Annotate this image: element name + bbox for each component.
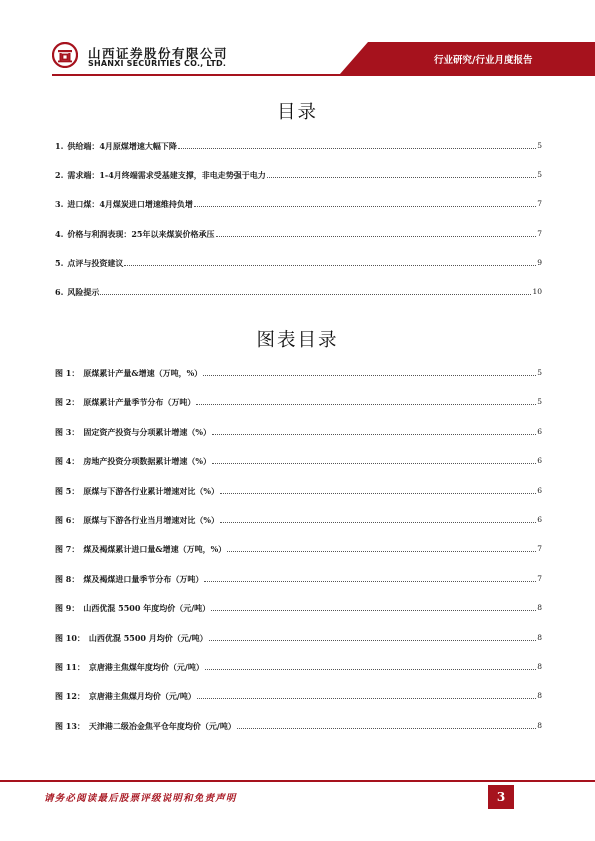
figure-entry-number: 图 5： <box>55 485 80 496</box>
dot-leader <box>124 265 536 266</box>
figure-entry-page: 5 <box>537 397 542 407</box>
figure-entry-text: 原煤累计产量&增速（万吨，%） <box>83 368 203 378</box>
figure-entry-number: 图 9： <box>55 603 80 614</box>
figure-entry-number: 图 4： <box>55 456 80 467</box>
figure-entry[interactable] <box>55 395 542 407</box>
figure-entry-page: 8 <box>537 603 542 613</box>
toc-entry-label <box>55 141 177 151</box>
dot-leader <box>204 581 536 582</box>
dot-leader <box>209 640 537 641</box>
dot-leader <box>212 463 536 464</box>
dot-leader <box>211 610 536 611</box>
figure-entry-page: 6 <box>537 456 542 466</box>
toc-entry[interactable] <box>55 227 542 239</box>
figure-entry-number: 图 1： <box>55 368 80 378</box>
figure-entry-label <box>55 574 203 584</box>
toc-entry-page: 5 <box>537 141 542 150</box>
dot-leader <box>220 493 536 494</box>
figure-entry-text: 煤及褐煤累计进口量&增速（万吨，%） <box>83 544 227 555</box>
figure-entry-label <box>55 427 211 437</box>
figure-entry[interactable] <box>55 425 542 437</box>
toc-entry-page: 9 <box>537 257 542 267</box>
toc-entry-page: 7 <box>537 199 542 209</box>
toc-title: 目录 <box>276 102 318 123</box>
figure-entry-label <box>55 397 195 407</box>
toc-entry-page: 5 <box>537 170 542 180</box>
toc-entry-label <box>55 258 123 268</box>
figure-entry-text: 煤及褐煤进口量季节分布（万吨） <box>83 573 204 584</box>
figure-entry-text: 房地产投资分项数据累计增速（%） <box>83 456 211 467</box>
toc-entry-page: 7 <box>537 228 542 238</box>
figure-entry-page: 8 <box>537 691 542 701</box>
figure-entry-page: 6 <box>537 485 542 495</box>
figure-entry[interactable] <box>55 719 542 731</box>
figure-entry-page: 6 <box>537 426 542 436</box>
dot-leader <box>205 669 536 670</box>
figure-entry-label <box>55 691 196 701</box>
figure-entry-text: 山西优混 5500 年度均价（元/吨） <box>83 603 211 614</box>
figure-entry[interactable] <box>55 660 542 672</box>
dot-leader <box>100 294 531 295</box>
figure-entry[interactable] <box>55 366 542 378</box>
dot-leader <box>267 177 536 178</box>
report-type-tag: 行业研究/行业月度报告 <box>434 55 533 66</box>
figure-entry[interactable] <box>55 572 542 584</box>
toc-entry-page: 10 <box>532 287 542 296</box>
figure-entry-text: 京唐港主焦煤月均价（元/吨） <box>88 691 196 702</box>
figure-entry-text: 原煤累计产量季节分布（万吨） <box>83 397 196 408</box>
dot-leader <box>212 434 536 435</box>
toc-entry-text: 价格与利润表现：25年以来煤炭价格承压 <box>67 228 215 239</box>
figure-entry-text: 山西优混 5500 月均价（元/吨） <box>88 632 208 643</box>
footer-divider <box>0 780 595 782</box>
company-logo-icon <box>52 42 78 68</box>
figure-entry[interactable] <box>55 454 542 466</box>
company-name-cn: 山西证券股份有限公司 <box>88 46 229 61</box>
dot-leader <box>227 551 536 552</box>
toc-entry[interactable] <box>55 139 542 151</box>
toc-entry-text: 供给端：4月原煤增速大幅下降 <box>67 141 177 151</box>
dot-leader <box>220 522 536 523</box>
figure-entry-label <box>55 486 219 496</box>
dot-leader <box>197 698 536 699</box>
figure-entry-label <box>55 721 236 731</box>
figure-entry-label <box>55 544 226 554</box>
company-name-en: SHANXI SECURITIES CO., LTD. <box>88 59 227 68</box>
figure-entry-label <box>55 368 202 378</box>
figure-entry-number: 图 2： <box>55 397 80 408</box>
figure-entry-number: 图 6： <box>55 515 80 525</box>
toc-entry-text: 进口煤：4月煤炭进口增速维持负增 <box>67 199 193 210</box>
figure-entry-page: 8 <box>537 632 542 642</box>
toc-entry[interactable] <box>55 197 542 209</box>
toc-entry[interactable] <box>55 256 542 268</box>
dot-leader <box>196 404 536 405</box>
toc-entry[interactable] <box>55 168 542 180</box>
toc-entry-text: 点评与投资建议 <box>67 257 124 268</box>
toc-entry-label <box>55 170 266 180</box>
toc-entry-number: 4. <box>55 228 64 239</box>
figure-entry-text: 原煤与下游各行业当月增速对比（%） <box>83 515 219 525</box>
figure-entry-label <box>55 515 219 525</box>
figure-list-title: 图表目录 <box>256 330 339 351</box>
figure-entry-number: 图 7： <box>55 544 80 555</box>
figure-entry[interactable] <box>55 484 542 496</box>
toc-entry-text: 需求端：1-4月终端需求受基建支撑，非电走势强于电力 <box>67 170 266 181</box>
toc-entry-text: 风险提示 <box>67 287 100 297</box>
page-number: 3 <box>488 785 514 809</box>
figure-entry-page: 8 <box>537 662 542 671</box>
figure-entry-page: 7 <box>537 573 542 583</box>
toc-entry-label <box>55 199 193 209</box>
toc-entry-number: 1. <box>55 141 64 151</box>
figure-entry-label <box>55 662 204 672</box>
figure-entry-number: 图 10： <box>55 632 85 643</box>
toc-entry[interactable] <box>55 285 542 297</box>
figure-entry[interactable] <box>55 601 542 613</box>
toc-entry-number: 3. <box>55 199 64 210</box>
header-divider <box>52 74 595 76</box>
dot-leader <box>216 236 537 237</box>
figure-entry-number: 图 13： <box>55 720 85 731</box>
figure-entry-page: 8 <box>537 720 542 730</box>
figure-entry-number: 图 8： <box>55 573 80 584</box>
toc-entry-label <box>55 229 215 239</box>
figure-entry-label <box>55 603 210 613</box>
figure-entry-text: 京唐港主焦煤年度均价（元/吨） <box>88 662 204 672</box>
dot-leader <box>203 375 536 376</box>
dot-leader <box>194 206 536 207</box>
figure-entry-label <box>55 456 211 466</box>
figure-entry[interactable] <box>55 689 542 701</box>
figure-entry-text: 固定资产投资与分项累计增速（%） <box>83 426 211 437</box>
toc-entry-number: 6. <box>55 287 64 297</box>
figure-entry-number: 图 12： <box>55 691 85 702</box>
dot-leader <box>178 148 536 149</box>
figure-entry-number: 图 3： <box>55 426 80 437</box>
figure-entry-text: 天津港二级冶金焦平仓年度均价（元/吨） <box>88 720 236 731</box>
figure-entry-label <box>55 633 208 643</box>
figure-entry[interactable] <box>55 542 542 554</box>
figure-entry-page: 7 <box>537 544 542 554</box>
figure-entry-page: 5 <box>537 368 542 377</box>
footer-disclaimer: 请务必阅读最后股票评级说明和免责声明 <box>44 793 237 804</box>
figure-entry[interactable] <box>55 631 542 643</box>
figure-entry-text: 原煤与下游各行业累计增速对比（%） <box>83 485 219 496</box>
dot-leader <box>237 728 536 729</box>
page-header <box>0 0 595 80</box>
toc-entry-number: 5. <box>55 257 64 268</box>
toc-entry-label <box>55 287 99 297</box>
toc-entry-number: 2. <box>55 170 64 181</box>
figure-entry-number: 图 11： <box>55 662 85 672</box>
figure-entry-page: 6 <box>537 515 542 524</box>
figure-entry[interactable] <box>55 513 542 525</box>
